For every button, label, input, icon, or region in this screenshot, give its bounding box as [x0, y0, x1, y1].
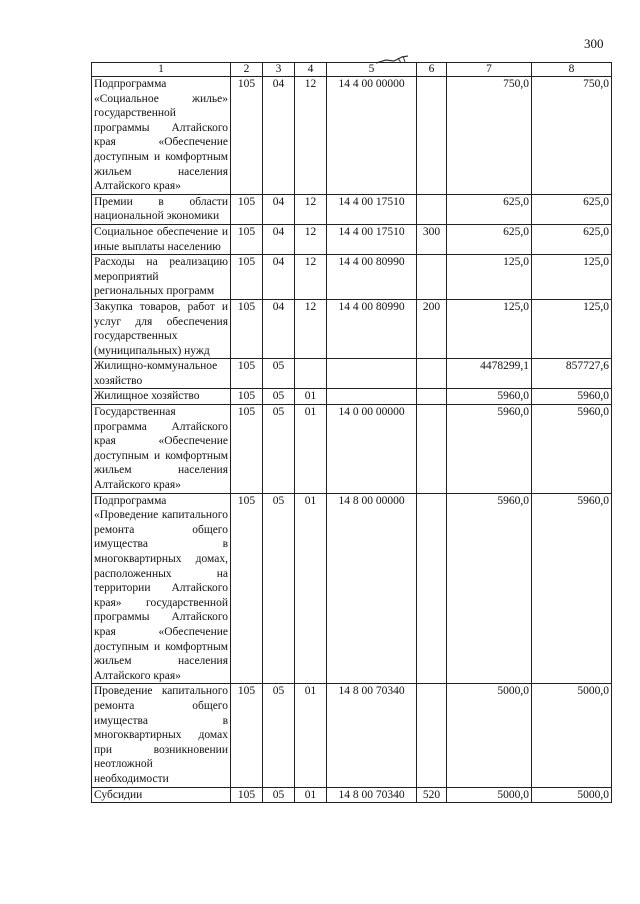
subsection-code [295, 359, 327, 389]
table-row [92, 787, 612, 803]
section-code: 04 [263, 299, 295, 358]
expense-type-code [417, 359, 447, 389]
expense-type-code: 200 [417, 299, 447, 358]
amount-year-2: 5000,0 [532, 787, 612, 803]
subsection-code: 01 [295, 787, 327, 803]
table-row [92, 77, 612, 195]
expense-name: Государственная программа Алтайского края «Обеспечение доступным и комфортным жильем населения Алтайского края» [92, 405, 231, 494]
target-article-code [327, 359, 417, 389]
amount-year-2: 625,0 [532, 194, 612, 224]
expense-name: Премии в области национальной экономики [92, 194, 231, 224]
amount-year-2: 5000,0 [532, 684, 612, 787]
amount-year-1: 5960,0 [447, 389, 532, 405]
amount-year-1: 5000,0 [447, 684, 532, 787]
table-row [92, 493, 612, 684]
amount-year-1: 5960,0 [447, 405, 532, 494]
expense-type-code [417, 493, 447, 684]
subsection-code: 01 [295, 493, 327, 684]
subsection-code: 01 [295, 389, 327, 405]
amount-year-1: 125,0 [447, 299, 532, 358]
expense-name: Жилищно-коммунальное хозяйство [92, 359, 231, 389]
ministry-code: 105 [231, 359, 263, 389]
amount-year-2: 750,0 [532, 77, 612, 195]
expense-type-code: 520 [417, 787, 447, 803]
amount-year-2: 5960,0 [532, 493, 612, 684]
amount-year-1: 625,0 [447, 224, 532, 254]
amount-year-2: 5960,0 [532, 389, 612, 405]
table-row [92, 255, 612, 300]
section-code: 04 [263, 224, 295, 254]
expense-name: Проведение капитального ремонта общего имущества в многоквартирных домах при возникновении неотложной необходимости [92, 684, 231, 787]
expense-name: Подпрограмма «Социальное жилье» государственной программы Алтайского края «Обеспечение доступным и комфортным жильем населения Алтайского края» [92, 77, 231, 195]
ministry-code: 105 [231, 299, 263, 358]
page-number: 300 [584, 36, 604, 51]
expense-type-code [417, 389, 447, 405]
table-row [92, 405, 612, 494]
target-article-code: 14 4 00 17510 [327, 224, 417, 254]
target-article-code: 14 4 00 80990 [327, 299, 417, 358]
budget-table [91, 62, 612, 803]
expense-name: Субсидии [92, 787, 231, 803]
section-code: 04 [263, 77, 295, 195]
ministry-code: 105 [231, 77, 263, 195]
header-cell: 8 [532, 63, 612, 77]
amount-year-1: 5000,0 [447, 787, 532, 803]
header-cell: 4 [295, 63, 327, 77]
target-article-code: 14 8 00 00000 [327, 493, 417, 684]
section-code: 05 [263, 389, 295, 405]
table-row [92, 389, 612, 405]
table-row [92, 194, 612, 224]
header-cell: 5 [327, 63, 417, 77]
ministry-code: 105 [231, 493, 263, 684]
amount-year-2: 5960,0 [532, 405, 612, 494]
section-code: 04 [263, 255, 295, 300]
amount-year-1: 750,0 [447, 77, 532, 195]
ministry-code: 105 [231, 684, 263, 787]
ministry-code: 105 [231, 194, 263, 224]
amount-year-1: 4478299,1 [447, 359, 532, 389]
expense-name: Социальное обеспечение и иные выплаты населению [92, 224, 231, 254]
section-code: 05 [263, 684, 295, 787]
section-code: 05 [263, 787, 295, 803]
expense-name: Подпрограмма «Проведение капитального ремонта общего имущества в многоквартирных домах, расположенных на территории Алтайского края» государственной программы Алтайского края «Обеспечение доступным и комфортным жильем населения Алтайского края» [92, 493, 231, 684]
amount-year-1: 5960,0 [447, 493, 532, 684]
section-code: 04 [263, 194, 295, 224]
expense-type-code: 300 [417, 224, 447, 254]
target-article-code: 14 4 00 17510 [327, 194, 417, 224]
ministry-code: 105 [231, 224, 263, 254]
target-article-code [327, 389, 417, 405]
amount-year-2: 857727,6 [532, 359, 612, 389]
subsection-code: 12 [295, 255, 327, 300]
subsection-code: 12 [295, 299, 327, 358]
amount-year-1: 125,0 [447, 255, 532, 300]
ministry-code: 105 [231, 787, 263, 803]
amount-year-2: 125,0 [532, 299, 612, 358]
subsection-code: 12 [295, 194, 327, 224]
subsection-code: 12 [295, 77, 327, 195]
ministry-code: 105 [231, 255, 263, 300]
expense-name: Жилищное хозяйство [92, 389, 231, 405]
header-cell: 7 [447, 63, 532, 77]
expense-type-code [417, 405, 447, 494]
amount-year-2: 625,0 [532, 224, 612, 254]
section-code: 05 [263, 493, 295, 684]
section-code: 05 [263, 359, 295, 389]
ministry-code: 105 [231, 405, 263, 494]
table-row [92, 299, 612, 358]
header-cell: 1 [92, 63, 231, 77]
subsection-code: 01 [295, 684, 327, 787]
section-code: 05 [263, 405, 295, 494]
table-row [92, 684, 612, 787]
target-article-code: 14 4 00 80990 [327, 255, 417, 300]
subsection-code: 12 [295, 224, 327, 254]
table-row [92, 224, 612, 254]
header-row [92, 63, 612, 77]
header-cell: 3 [263, 63, 295, 77]
expense-type-code [417, 684, 447, 787]
expense-type-code [417, 255, 447, 300]
ministry-code: 105 [231, 389, 263, 405]
target-article-code: 14 8 00 70340 [327, 684, 417, 787]
header-cell: 6 [417, 63, 447, 77]
expense-type-code [417, 77, 447, 195]
amount-year-1: 625,0 [447, 194, 532, 224]
target-article-code: 14 8 00 70340 [327, 787, 417, 803]
table-row [92, 359, 612, 389]
target-article-code: 14 0 00 00000 [327, 405, 417, 494]
amount-year-2: 125,0 [532, 255, 612, 300]
expense-name: Закупка товаров, работ и услуг для обеспечения государственных (муниципальных) нужд [92, 299, 231, 358]
subsection-code: 01 [295, 405, 327, 494]
expense-type-code [417, 194, 447, 224]
target-article-code: 14 4 00 00000 [327, 77, 417, 195]
header-cell: 2 [231, 63, 263, 77]
expense-name: Расходы на реализацию мероприятий региональных программ [92, 255, 231, 300]
